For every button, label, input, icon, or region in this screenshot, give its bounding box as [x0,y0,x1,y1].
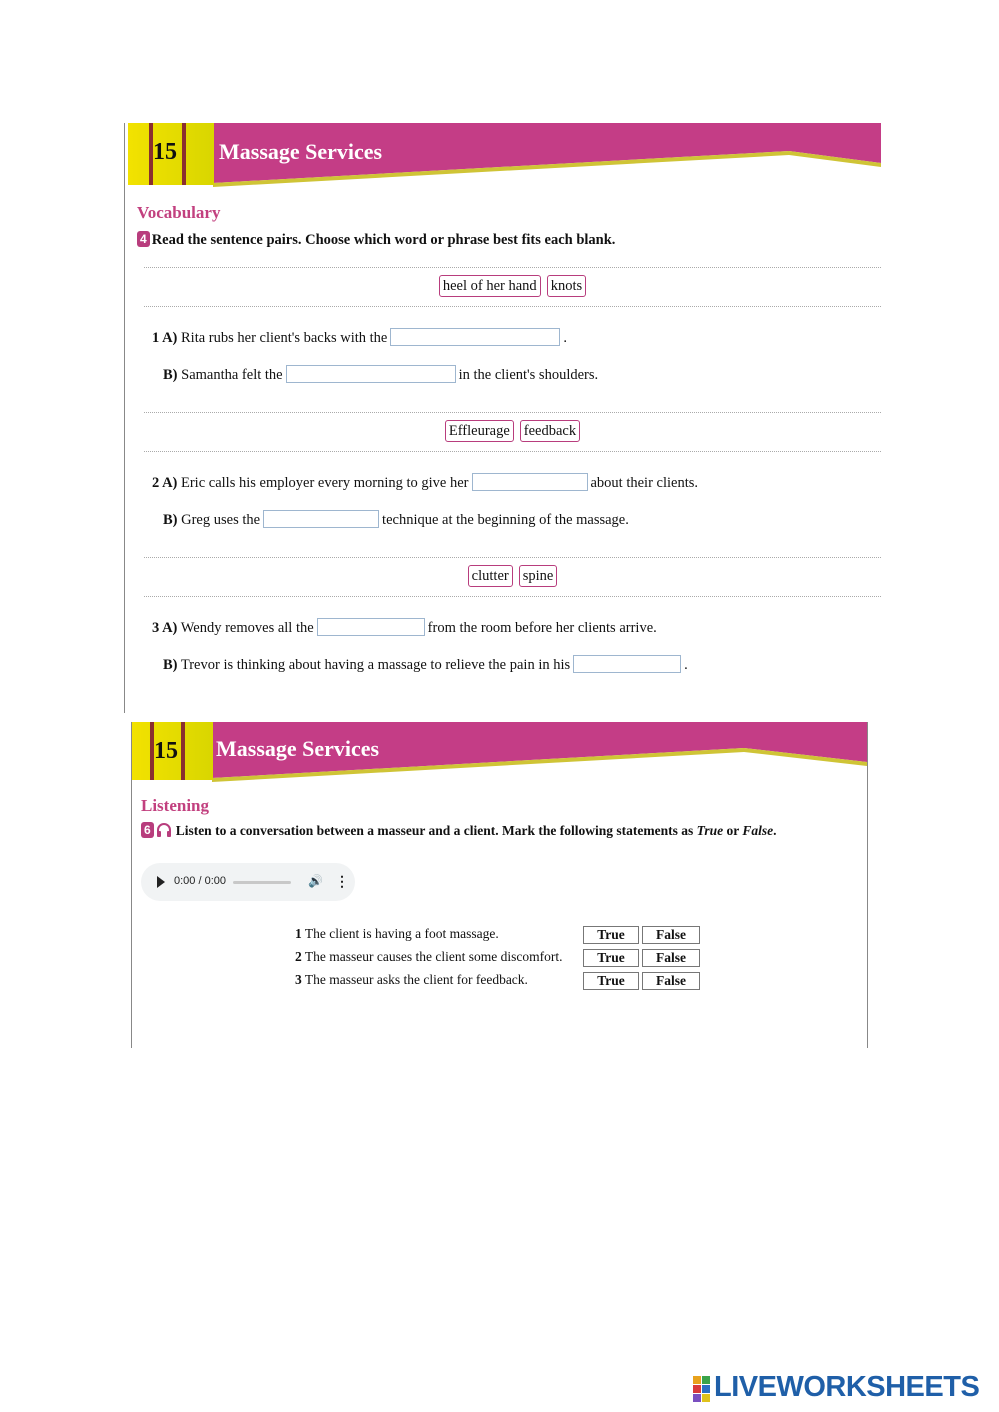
play-icon[interactable] [157,876,165,888]
word-chip-heel-of-her-hand[interactable]: heel of her hand [439,275,541,297]
listening-instruction: 6 Listen to a conversation between a masseur and a client. Mark the following statements as True or False. [141,822,777,839]
sentence-number: B) [163,367,178,383]
answer-blank-1b[interactable] [286,365,456,383]
statement-2 [295,949,562,965]
answer-blank-3b[interactable] [573,655,681,673]
exercise-number-badge: 4 [137,231,150,247]
statement-3 [295,972,528,988]
instruction-text: Read the sentence pairs. Choose which word or phrase best fits each blank. [151,232,616,248]
word-bank-1 [144,275,881,297]
unit-banner [125,123,881,189]
sentence-2b [163,510,629,530]
logo-square-icon [693,1394,701,1402]
section-title-listening: Listening [141,796,210,815]
logo-square-icon [702,1385,710,1393]
answer-blank-3a[interactable] [317,618,425,636]
vocabulary-card [124,123,881,713]
logo-square-icon [702,1376,710,1384]
divider [144,306,881,307]
true-button-1[interactable]: True [583,926,639,944]
divider [144,596,881,597]
sentence-text: Eric calls his employer every morning to give her [181,475,469,491]
word-chip-effleurage[interactable]: Effleurage [445,420,514,442]
sentence-3a [152,618,657,638]
sentence-1a [152,328,567,348]
word-chip-clutter[interactable]: clutter [468,565,513,587]
sentence-3b [163,655,688,675]
sentence-text: . [684,657,688,673]
divider [144,451,881,452]
divider [144,412,881,413]
statement-number: 1 [295,926,302,941]
sentence-number: 2 A) [152,475,178,491]
sentence-text: Wendy removes all the [180,620,314,636]
word-chip-knots[interactable]: knots [547,275,586,297]
sentence-text: Trevor is thinking about having a massage to relieve the pain in his [180,657,571,673]
word-chip-feedback[interactable]: feedback [520,420,580,442]
false-button-3[interactable]: False [642,972,700,990]
statement-text: The masseur asks the client for feedback. [304,972,528,987]
word-bank-3 [144,565,881,587]
word-bank-2 [144,420,881,442]
sentence-text: about their clients. [590,475,699,491]
audio-player [141,863,355,901]
true-button-3[interactable]: True [583,972,639,990]
answer-blank-2b[interactable] [263,510,379,528]
sentence-text: . [563,330,567,346]
answer-blank-1a[interactable] [390,328,560,346]
word-or: or [726,823,740,838]
divider [144,557,881,558]
more-options-icon[interactable]: ⋮ [335,873,349,889]
sentence-number: B) [163,657,178,673]
statement-1 [295,926,499,942]
answer-blank-2a[interactable] [472,473,588,491]
headphones-icon [156,822,172,838]
logo-square-icon [702,1394,710,1402]
sentence-text: in the client's shoulders. [458,367,599,383]
logo-square-icon [693,1376,701,1384]
statement-text: The client is having a foot massage. [304,926,499,941]
sentence-number: 1 A) [152,330,178,346]
unit-title: Massage Services [219,139,383,164]
unit-banner [132,722,867,788]
divider [144,267,881,268]
word-chip-spine[interactable]: spine [519,565,558,587]
section-title-vocabulary: Vocabulary [137,203,221,222]
exercise-number-badge: 6 [141,822,154,838]
statement-number: 3 [295,972,302,987]
word-false: False [742,823,774,838]
vocabulary-instruction [137,231,615,249]
sentence-text: Rita rubs her client's backs with the [181,330,388,346]
unit-title: Massage Services [216,736,380,761]
sentence-number: B) [163,512,178,528]
sentence-text: Samantha felt the [181,367,283,383]
sentence-2a [152,473,698,493]
volume-icon[interactable]: 🔊 [308,874,323,888]
false-button-2[interactable]: False [642,949,700,967]
sentence-text: technique at the beginning of the massage. [382,512,629,528]
true-button-2[interactable]: True [583,949,639,967]
audio-time: 0:00 / 0:00 [174,875,226,887]
instruction-text: Listen to a conversation between a masseur and a client. Mark the following statements as [175,823,694,838]
listening-card [131,722,868,1048]
logo-text: LIVEWORKSHEETS [714,1371,980,1403]
sentence-1b [163,365,598,385]
unit-number: 15 [154,738,178,764]
statement-text: The masseur causes the client some discomfort. [304,949,563,964]
statement-number: 2 [295,949,302,964]
logo-square-icon [693,1385,701,1393]
sentence-text: from the room before her clients arrive. [427,620,657,636]
audio-progress-slider[interactable] [233,881,291,884]
sentence-text: Greg uses the [181,512,261,528]
unit-number: 15 [153,139,177,165]
word-true: True [696,823,724,838]
false-button-1[interactable]: False [642,926,700,944]
sentence-number: 3 A) [152,620,178,636]
